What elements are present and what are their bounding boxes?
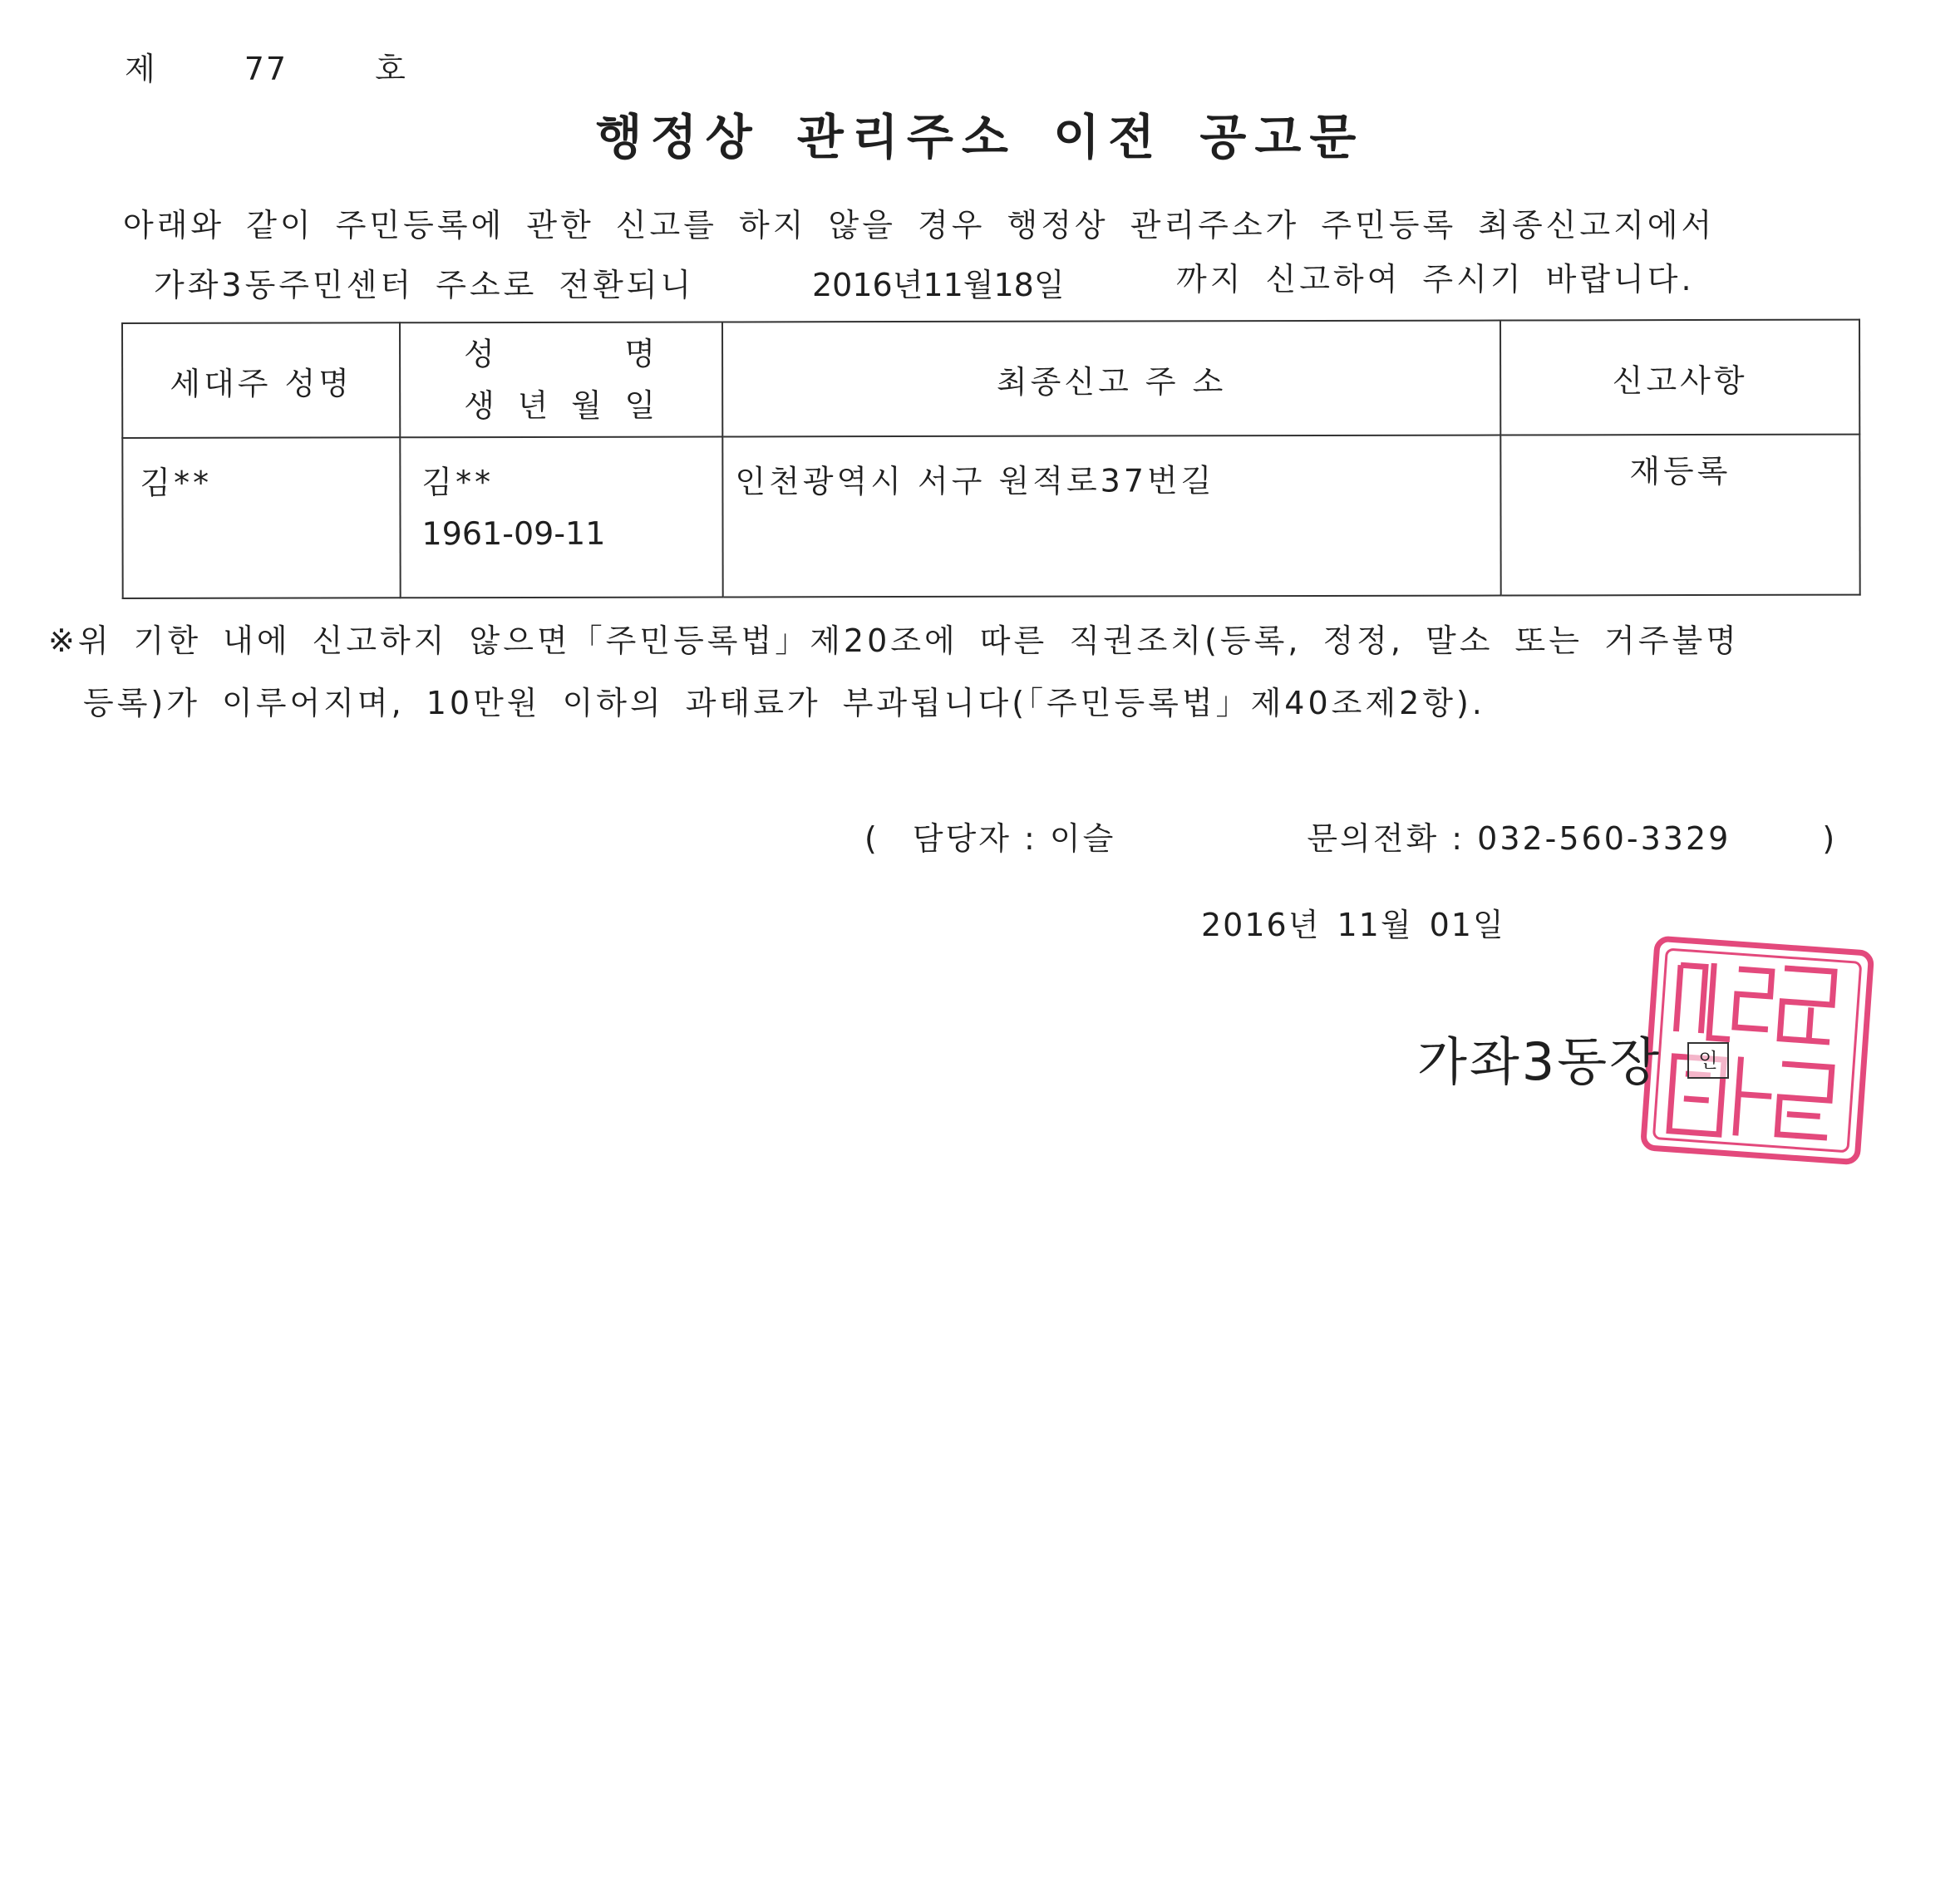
seal-mark: 인 <box>1687 1042 1729 1079</box>
document-number <box>125 43 407 89</box>
header-name-a: 성 <box>464 336 498 373</box>
cell-name-birth <box>400 436 722 598</box>
notice-line-2: 등록)가 이루어지며, 10만원 이하의 과태료가 부과됩니다(「주민등록법」제40조제2항). <box>83 685 1485 721</box>
notice-line-1: ※위 기한 내에 신고하지 않으면「주민등록법」제20조에 따른 직권조치(등록, 정정, 말소 또는 거주불명 <box>48 622 1740 659</box>
header-name <box>401 327 721 380</box>
doc-number-suffix: 호 <box>375 51 407 87</box>
issue-date: 2016년 11월 01일 <box>1201 907 1505 943</box>
page-title: 행정상 관리주소 이전 공고문 <box>595 109 1365 165</box>
header-address: 최종신고 주 소 <box>722 321 1500 437</box>
header-birth-3: 월 <box>571 386 605 424</box>
header-birth <box>401 379 721 431</box>
header-birth-2: 년 <box>517 386 552 425</box>
header-householder: 세대주 성명 <box>122 322 400 438</box>
cell-birthdate: 1961-09-11 <box>421 514 606 553</box>
contact-info <box>864 813 1837 858</box>
header-report: 신고사항 <box>1500 320 1859 435</box>
intro-line-1: 아래와 같이 주민등록에 관한 신고를 하지 않을 경우 행정상 관리주소가 주민등록 최종신고지에서 <box>123 207 1716 244</box>
table-header-row <box>122 320 1859 438</box>
cell-report: 재등록 <box>1500 435 1859 596</box>
contact-person: 담당자 : 이슬 <box>912 820 1116 857</box>
header-birth-4: 일 <box>624 386 659 424</box>
table-row <box>122 435 1859 598</box>
contact-open-paren: ( <box>864 820 879 857</box>
doc-number-prefix: 제 <box>125 51 157 87</box>
cell-name: 김** <box>421 464 495 501</box>
cell-householder: 김** <box>122 437 400 598</box>
official-seal-stamp <box>1634 930 1883 1174</box>
intro-line-2: 가좌3동주민센터 주소로 전환되니 <box>154 267 695 303</box>
household-table <box>121 319 1861 599</box>
signer-title: 가좌3동장 <box>1417 1031 1662 1092</box>
deadline-date: 2016년11월18일 <box>812 267 1065 303</box>
header-name-birth <box>400 322 722 437</box>
contact-phone: 문의전화 : 032-560-3329 <box>1307 820 1731 857</box>
header-name-b: 명 <box>624 335 659 372</box>
doc-number-value: 77 <box>244 51 288 87</box>
cell-address: 인천광역시 서구 원적로37번길 <box>722 435 1500 598</box>
header-birth-1: 생 <box>464 387 498 425</box>
contact-close-paren: ) <box>1822 820 1838 857</box>
intro-line-2-suffix: 까지 신고하여 주시기 바랍니다. <box>1176 261 1695 298</box>
